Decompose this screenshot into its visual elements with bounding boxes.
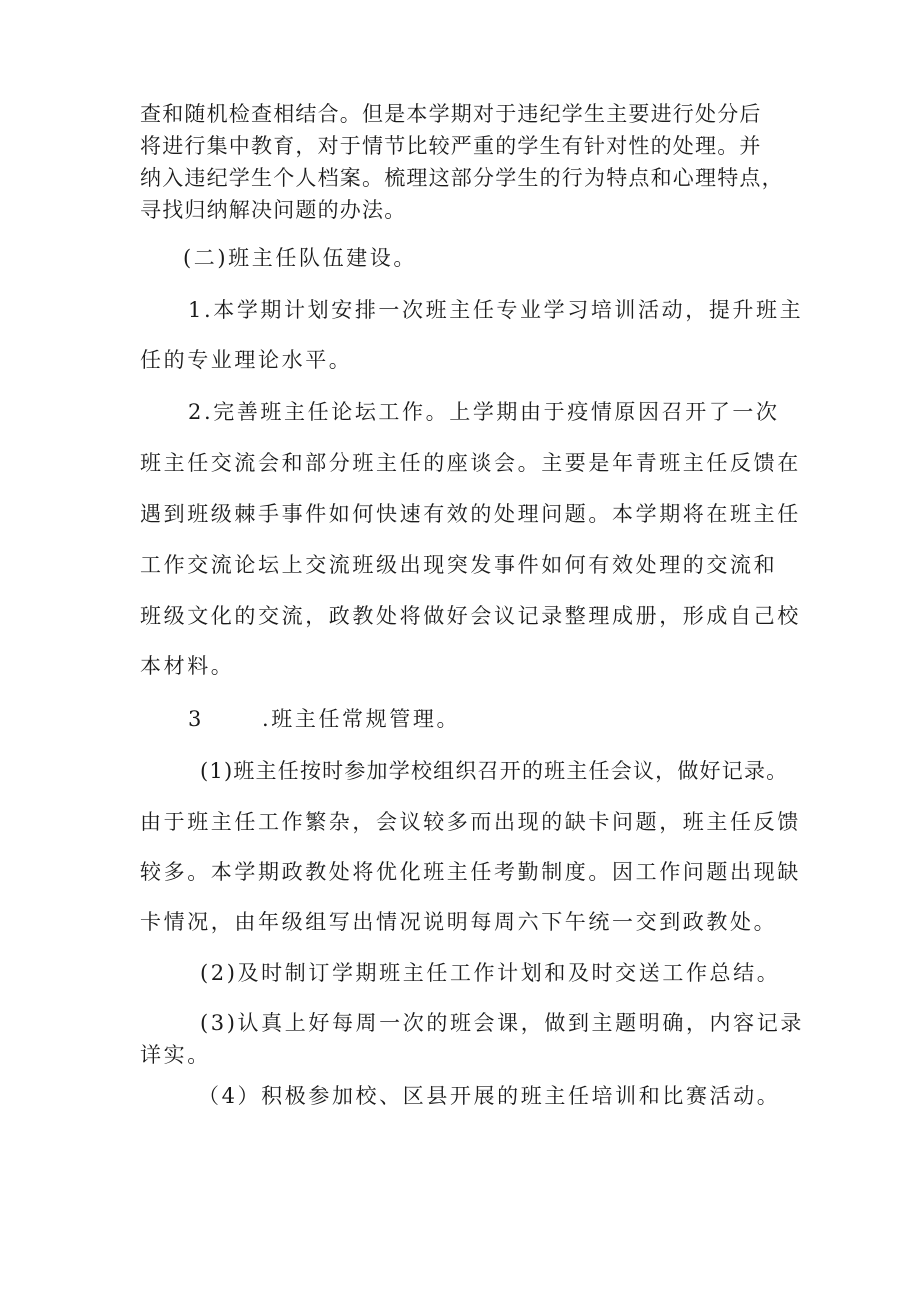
sub-3-line-1: (3)认真上好每周一次的班会课，做到主题明确，内容记录 — [200, 1011, 804, 1035]
sub-item-2: (2)及时制订学期班主任工作计划和及时交送工作总结。 — [200, 961, 781, 985]
intro-line-1: 查和随机检查相结合。但是本学期对于违纪学生主要进行处分后 — [140, 102, 762, 126]
item-3-heading — [188, 709, 460, 730]
item-1-line-2: 任的专业理论水平。 — [140, 348, 353, 372]
intro-line-3: 纳入违纪学生个人档案。梳理这部分学生的行为特点和心理特点， — [140, 166, 784, 190]
item-2-line-1: 2.完善班主任论坛工作。上学期由于疫情原因召开了一次 — [188, 400, 780, 424]
sub-1-line-2: 由于班主任工作繁杂，会议较多而出现的缺卡问题，班主任反馈 — [140, 810, 801, 834]
item-2-line-4: 工作交流论坛上交流班级出现突发事件如何有效处理的交流和 — [140, 553, 778, 577]
sub-3-line-2: 详实。 — [140, 1043, 211, 1067]
sub-1-line-3: 较多。本学期政教处将优化班主任考勤制度。因工作问题出现缺 — [140, 860, 801, 884]
item-2-line-6: 本材料。 — [140, 654, 235, 678]
item-3-title: .班主任常规管理。 — [261, 707, 461, 731]
intro-line-4: 寻找归纳解决问题的办法。 — [140, 198, 407, 222]
item-1-line-1: 1.本学期计划安排一次班主任专业学习培训活动，提升班主 — [188, 298, 804, 322]
item-2-line-2: 班主任交流会和部分班主任的座谈会。主要是年青班主任反馈在 — [140, 451, 801, 475]
item-2-line-3: 遇到班级棘手事件如何快速有效的处理问题。本学期将在班主任 — [140, 502, 801, 526]
item-2-line-5: 班级文化的交流，政教处将做好会议记录整理成册，形成自己校 — [140, 604, 801, 628]
sub-1-line-1: (1)班主任按时参加学校组织召开的班主任会议，做好记录。 — [200, 759, 789, 783]
section-heading: (二)班主任队伍建设。 — [183, 246, 417, 270]
sub-item-4: （4）积极参加校、区县开展的班主任培训和比赛活动。 — [198, 1084, 781, 1108]
intro-line-2: 将进行集中教育，对于情节比较严重的学生有针对性的处理。并 — [140, 134, 762, 158]
item-3-number: 3 — [188, 707, 204, 731]
sub-1-line-4: 卡情况，由年级组写出情况说明每周六下午统一交到政教处。 — [140, 910, 778, 934]
